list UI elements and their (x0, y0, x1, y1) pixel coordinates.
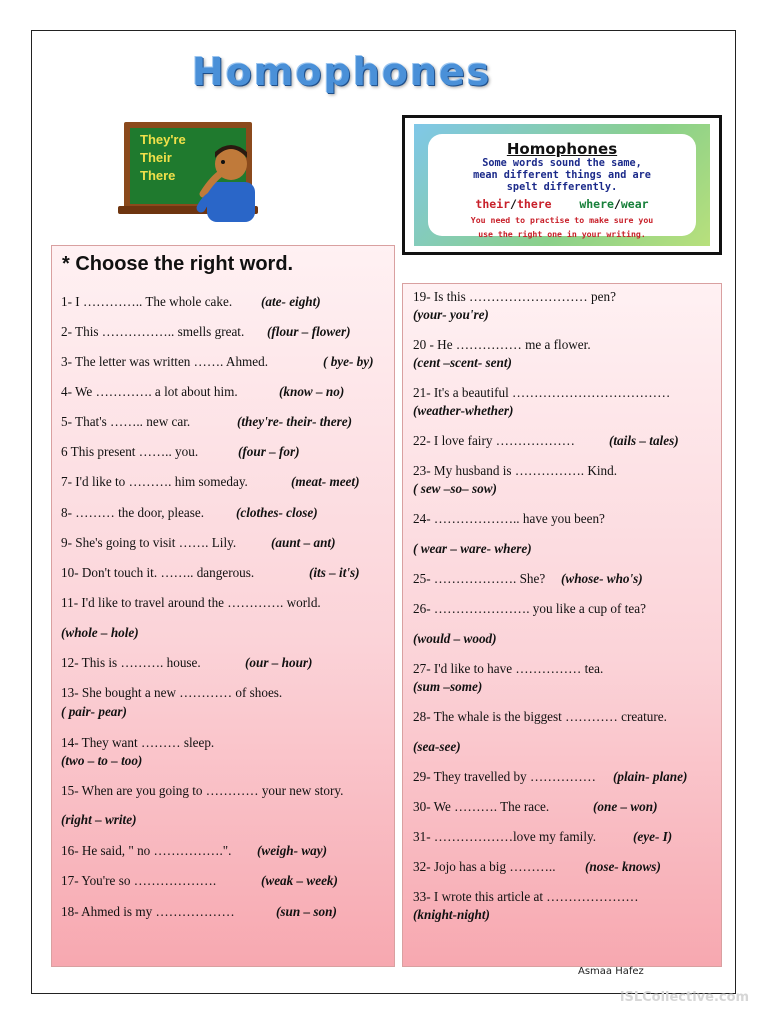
answer-options: (sea-see) (413, 739, 461, 754)
exercise-item (413, 678, 482, 695)
exercise-item (413, 798, 658, 815)
answer-options: ( wear – ware- where) (413, 541, 532, 556)
exercise-sentence: 3- The letter was written ……. Ahmed. (61, 354, 269, 369)
exercise-panel-left (51, 245, 395, 967)
answer-options: (right – write) (61, 812, 137, 827)
instruction-heading: * Choose the right word. (62, 253, 294, 275)
answer-options: (nose- knows) (585, 859, 661, 874)
exercise-item (413, 540, 532, 557)
answer-options: (clothes- close) (236, 505, 318, 520)
exercise-item (61, 353, 374, 370)
exercise-sentence: 26- …………………. you like a cup of tea? (413, 601, 646, 616)
exercise-item (413, 708, 667, 725)
exercise-sentence: 14- They want ……… sleep. (61, 735, 215, 750)
exercise-sentence: 33- I wrote this article at ………………… (413, 889, 639, 904)
exercise-sentence: 4- We …………. a lot about him. (61, 384, 238, 399)
poster-heading: Homophones (506, 140, 618, 158)
chalkboard-illustration (118, 120, 263, 222)
answer-options: (sun – son) (276, 904, 337, 919)
exercise-item (413, 738, 461, 755)
answer-options: (sum –some) (413, 679, 483, 694)
exercise-sentence: 6 This present …….. you. (61, 444, 199, 459)
exercise-item (413, 906, 490, 923)
answer-options: (knight-night) (413, 907, 490, 922)
exercise-item (61, 624, 139, 641)
exercise-item (61, 703, 127, 720)
answer-options: (meat- meet) (291, 474, 360, 489)
exercise-sentence: 7- I'd like to ………. him someday. (61, 474, 248, 489)
poster-word-there: there (516, 197, 552, 211)
answer-options: (weather-whether) (413, 403, 514, 418)
exercise-item (61, 842, 327, 859)
exercise-sentence: 29- They travelled by …………… (413, 769, 596, 784)
exercise-sentence: 23- My husband is ……………. Kind. (413, 463, 618, 478)
poster-text-2: mean different things and are (473, 170, 651, 181)
exercise-item (413, 432, 679, 449)
poster-note-2: use the right one in your writing. (478, 229, 646, 239)
poster-text-1: Some words sound the same, (482, 158, 642, 169)
exercise-sentence: 2- This …………….. smells great. (61, 324, 245, 339)
exercise-sentence: 9- She's going to visit ……. Lily. (61, 535, 237, 550)
exercise-item (61, 811, 136, 828)
exercise-sentence: 28- The whale is the biggest ………… creature. (413, 709, 667, 724)
board-line-1: They're (140, 132, 186, 147)
answer-options: (aunt – ant) (271, 535, 336, 550)
poster-sep: / (510, 197, 517, 211)
answer-options: (four – for) (238, 444, 300, 459)
exercise-sentence: 30- We ………. The race. (413, 799, 550, 814)
exercise-item (61, 903, 337, 920)
exercise-item (61, 534, 336, 551)
exercise-item (413, 384, 670, 401)
exercise-item (61, 473, 360, 490)
answer-options: ( bye- by) (323, 354, 374, 369)
exercise-item (413, 660, 603, 677)
answer-options: (tails – tales) (609, 433, 679, 448)
exercise-sentence: 31- ………………love my family. (413, 829, 597, 844)
answer-options: (weak – week) (261, 873, 338, 888)
answer-options: (ate- eight) (261, 294, 321, 309)
exercise-item (61, 504, 318, 521)
exercise-sentence: 8- ……… the door, please. (61, 505, 205, 520)
exercise-sentence: 27- I'd like to have …………… tea. (413, 661, 604, 676)
exercise-sentence: 16- He said, " no …………….". (61, 843, 232, 858)
poster-word-their: their (475, 197, 511, 211)
exercise-sentence: 24- ……………….. have you been? (413, 511, 605, 526)
poster-text-3: spelt differently. (506, 182, 618, 193)
answer-options: ( pair- pear) (61, 704, 127, 719)
exercise-item (413, 630, 497, 647)
exercise-sentence: 32- Jojo has a big ……….. (413, 859, 556, 874)
answer-options: (know – no) (279, 384, 345, 399)
exercise-item (61, 443, 300, 460)
board-line-3: There (140, 168, 176, 183)
answer-options: (whole – hole) (61, 625, 139, 640)
exercise-item (61, 594, 321, 611)
exercise-item (61, 564, 360, 581)
exercise-sentence: 5- That's …….. new car. (61, 414, 191, 429)
answer-options: (whose- who's) (561, 571, 643, 586)
exercise-sentence: 22- I love fairy ……………… (413, 433, 575, 448)
answer-options: (they're- their- there) (237, 414, 352, 429)
answer-options: (two – to – too) (61, 753, 143, 768)
answer-options: ( sew –so– sow) (413, 481, 497, 496)
exercise-item (413, 306, 489, 323)
poster-note-1: You need to practise to make sure you (470, 215, 654, 225)
exercise-item (413, 570, 643, 587)
exercise-item (413, 858, 661, 875)
answer-options: (our – hour) (245, 655, 313, 670)
answer-options: (flour – flower) (267, 324, 351, 339)
exercise-item (61, 293, 321, 310)
exercise-item (413, 888, 639, 905)
exercise-sentence: 19- Is this ……………………… pen? (413, 289, 616, 304)
answer-options: (one – won) (593, 799, 658, 814)
answer-options: (your- you're) (413, 307, 489, 322)
board-line-2: Their (140, 150, 172, 165)
answer-options: (weigh- way) (257, 843, 327, 858)
exercise-item (413, 510, 605, 527)
author-signature: Asmaa Hafez (578, 966, 644, 977)
exercise-item (61, 734, 214, 751)
exercise-sentence: 21- It's a beautiful ……………………………… (413, 385, 671, 400)
poster-word-wear: wear (620, 197, 649, 211)
exercise-sentence: 15- When are you going to ………… your new story. (61, 783, 344, 798)
exercise-item (413, 402, 513, 419)
exercise-item (413, 600, 646, 617)
exercise-item (61, 413, 352, 430)
thinking-person-icon (193, 138, 263, 222)
exercise-item (61, 872, 338, 889)
answer-options: (cent –scent- sent) (413, 355, 512, 370)
exercise-item (413, 336, 591, 353)
exercise-sentence: 20 - He …………… me a flower. (413, 337, 591, 352)
exercise-item (61, 684, 282, 701)
exercise-sentence: 10- Don't touch it. …….. dangerous. (61, 565, 255, 580)
watermark: iSLCollective.com (620, 990, 750, 1005)
exercise-sentence: 11- I'd like to travel around the …………. world. (61, 595, 321, 610)
exercise-item (413, 288, 616, 305)
exercise-sentence: 1- I ………….. The whole cake. (61, 294, 233, 309)
exercise-sentence: 25- ………………. She? (413, 571, 546, 586)
exercise-item (61, 383, 345, 400)
exercise-panel-right (402, 283, 722, 967)
answer-options: (eye- I) (633, 829, 673, 844)
exercise-item (61, 654, 313, 671)
exercise-sentence: 17- You're so ………………. (61, 873, 217, 888)
exercise-item (61, 752, 142, 769)
exercise-sentence: 18- Ahmed is my ……………… (61, 904, 235, 919)
exercise-item (61, 782, 343, 799)
exercise-sentence: 13- She bought a new ………… of shoes. (61, 685, 283, 700)
exercise-item (413, 828, 673, 845)
exercise-item (413, 462, 617, 479)
exercise-item (413, 354, 512, 371)
poster-word-where: where (579, 197, 614, 211)
poster-word-pairs (428, 197, 696, 211)
exercise-item (413, 768, 688, 785)
exercise-item (61, 323, 351, 340)
answer-options: (its – it's) (309, 565, 360, 580)
page-title: Homophones (192, 50, 492, 94)
answer-options: (plain- plane) (613, 769, 688, 784)
homophones-poster (402, 115, 722, 255)
exercise-item (413, 480, 497, 497)
poster-sep: / (613, 197, 621, 211)
answer-options: (would – wood) (413, 631, 497, 646)
exercise-sentence: 12- This is ………. house. (61, 655, 201, 670)
